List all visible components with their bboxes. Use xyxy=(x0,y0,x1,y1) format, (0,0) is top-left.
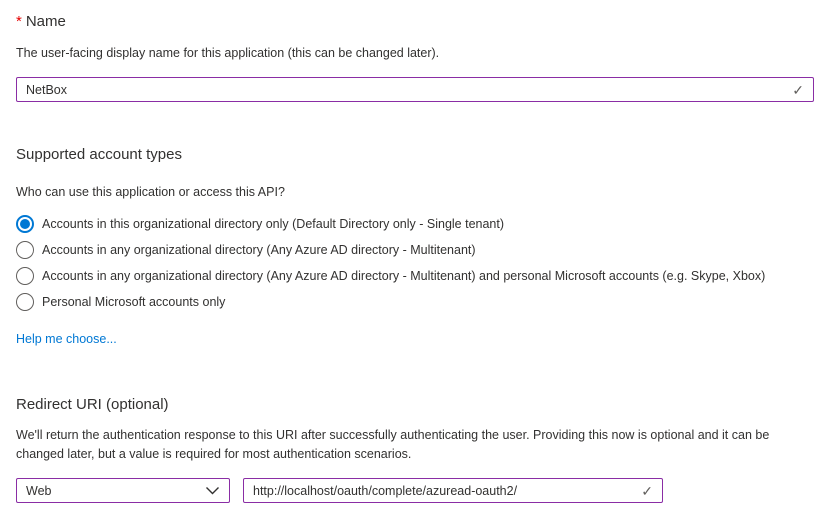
platform-select-value: Web xyxy=(26,483,52,498)
name-input[interactable] xyxy=(26,83,784,97)
chevron-down-icon xyxy=(205,486,220,495)
redirect-uri-input-box xyxy=(243,478,663,503)
radio-option-personal-only[interactable] xyxy=(16,289,814,315)
platform-select[interactable] xyxy=(16,478,230,503)
account-type-radio-group xyxy=(16,211,814,315)
radio-icon[interactable] xyxy=(16,215,34,233)
required-asterisk: * xyxy=(16,13,22,30)
valid-checkmark-icon: ✓ xyxy=(641,482,653,499)
valid-checkmark-icon: ✓ xyxy=(792,81,804,98)
account-types-title: Supported account types xyxy=(16,146,182,163)
radio-option-label: Accounts in this organizational directory only (Default Directory only - Single tenant) xyxy=(42,217,505,231)
name-description: The user-facing display name for this application (this can be changed later). xyxy=(16,46,440,60)
name-input-box xyxy=(16,77,814,102)
redirect-uri-description: We'll return the authentication response to this URI after successfully authenticating the user. Providing this now is optional and it can be changed later, but a value is required for most authentication scenarios. xyxy=(16,428,770,461)
name-section-title xyxy=(16,12,814,32)
radio-icon[interactable] xyxy=(16,241,34,259)
radio-option-multitenant[interactable] xyxy=(16,237,814,263)
radio-option-label: Accounts in any organizational directory (Any Azure AD directory - Multitenant) and personal Microsoft accounts (e.g. Skype, Xbox) xyxy=(42,269,766,283)
name-title-text: Name xyxy=(25,13,66,30)
help-me-choose-link[interactable]: Help me choose... xyxy=(16,332,117,346)
radio-option-label: Personal Microsoft accounts only xyxy=(42,295,226,309)
radio-option-multitenant-personal[interactable] xyxy=(16,263,814,289)
redirect-uri-input[interactable] xyxy=(253,484,633,498)
radio-option-label: Accounts in any organizational directory (Any Azure AD directory - Multitenant) xyxy=(42,243,476,257)
radio-icon[interactable] xyxy=(16,293,34,311)
radio-icon[interactable] xyxy=(16,267,34,285)
radio-option-single-tenant[interactable] xyxy=(16,211,814,237)
redirect-uri-row xyxy=(16,478,814,503)
redirect-uri-title: Redirect URI (optional) xyxy=(16,396,169,413)
account-types-question: Who can use this application or access this API? xyxy=(16,185,285,199)
